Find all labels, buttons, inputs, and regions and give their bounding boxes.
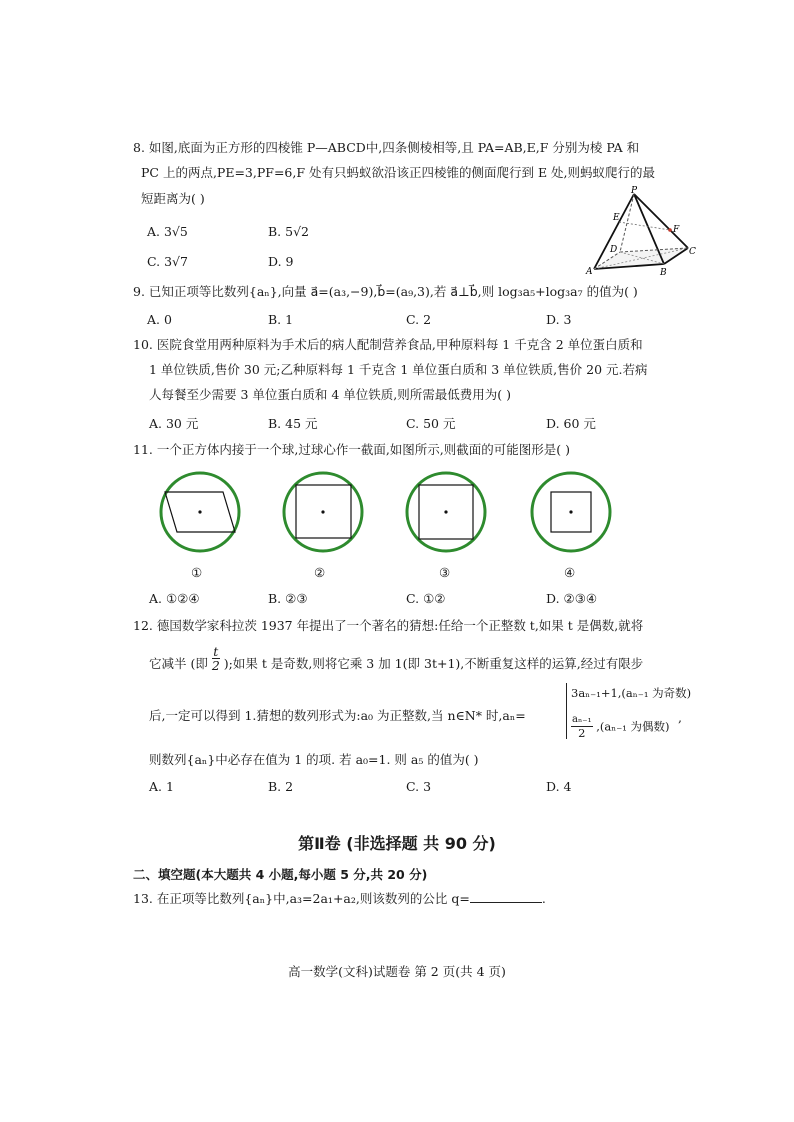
q12-line2-end: );如果 t 是奇数,则将它乘 3 加 1(即 3t+1),不断重复这样的运算,经过有限步 (223, 656, 644, 671)
q9-option-d: D. 3 (546, 312, 572, 327)
q12-case-odd: 3aₙ₋₁+1,(aₙ₋₁ 为奇数) (571, 686, 692, 700)
section2-title: 第Ⅱ卷 (非选择题 共 90 分) (298, 834, 496, 853)
q12-option-b: B. 2 (268, 779, 294, 794)
q10-line3: 人每餐至少需要 3 单位蛋白质和 4 单位铁质,则所需最低费用为( ) (149, 387, 512, 402)
q8-option-d: D. 9 (268, 254, 294, 269)
label-p: P (631, 186, 638, 196)
q11-option-b: B. ②③ (268, 591, 308, 606)
label-c: C (689, 247, 696, 257)
q12-case-even-den: 2 (578, 726, 586, 740)
q9-option-c: C. 2 (406, 312, 432, 327)
q12-case-even (571, 713, 670, 740)
q8-line2: PC 上的两点,PE=3,PF=6,F 处有只蚂蚁欲沿该正四棱锥的侧面爬行到 E 处,则蚂蚁爬行的最 (141, 165, 656, 180)
label-d: D (610, 245, 618, 255)
q8-option-a: A. 3√5 (147, 224, 188, 239)
q12-case-even-num: aₙ₋₁ (572, 714, 592, 725)
q12-option-d: D. 4 (546, 779, 572, 794)
pyramid-figure (582, 186, 697, 278)
label-e: E (613, 213, 620, 223)
q10-line1: 10. 医院食堂用两种原料为手术后的病人配制营养食品,甲种原料每 1 千克含 2 单位蛋白质和 (133, 337, 643, 352)
q12-case-even-tail: ,(aₙ₋₁ 为偶数) (596, 719, 670, 734)
q11-option-c: C. ①② (406, 591, 446, 606)
q8-line1: 8. 如图,底面为正方形的四棱锥 P—ABCD中,四条侧棱相等,且 PA=AB,E,F 分别为棱 PA 和 (133, 140, 640, 155)
q12-line2-start: 它减半 (即 (149, 656, 208, 671)
page-footer: 高一数学(文科)试题卷 第 2 页(共 4 页) (288, 964, 506, 979)
q12-line1: 12. 德国数学家科拉茨 1937 年提出了一个著名的猜想:任给一个正整数 t,如果 t 是偶数,就将 (133, 618, 644, 633)
q12-piecewise-brace (566, 683, 569, 739)
q11-option-a: A. ①②④ (149, 591, 200, 606)
q8-option-b: B. 5√2 (268, 224, 310, 239)
q10-line2: 1 单位铁质,售价 30 元;乙种原料每 1 千克含 1 单位蛋白质和 3 单位铁质,售价 20 元.若病 (149, 362, 648, 377)
q12-option-a: A. 1 (149, 779, 174, 794)
q11-line1: 11. 一个正方体内接于一个球,过球心作一截面,如图所示,则截面的可能图形是( ) (133, 442, 571, 457)
fig4-center (569, 510, 572, 513)
q9-option-b: B. 1 (268, 312, 294, 327)
q8-option-c: C. 3√7 (147, 254, 188, 269)
q12-line2 (149, 645, 643, 675)
q11-fig-label-3: ③ (439, 565, 451, 580)
q12-comma: , (678, 710, 682, 725)
q12-case-even-fraction (571, 713, 593, 740)
q10-option-c: C. 50 元 (406, 416, 456, 431)
q12-line3-start: 后,一定可以得到 1.猜想的数列形式为:a₀ 为正整数,当 n∈N* 时,aₙ= (149, 708, 526, 723)
q12-fraction-t-over-2 (212, 645, 220, 672)
q12-line4: 则数列{aₙ}中必存在值为 1 的项. 若 a₀=1. 则 a₅ 的值为( ) (149, 752, 479, 767)
q12-option-c: C. 3 (406, 779, 432, 794)
point-f-mark (668, 228, 672, 232)
edge-pc (634, 194, 688, 248)
q13-text: 13. 在正项等比数列{aₙ}中,a₃=2a₁+a₂,则该数列的公比 q= (133, 891, 470, 906)
q13-answer-blank (470, 889, 542, 903)
q10-option-d: D. 60 元 (546, 416, 596, 431)
label-f: F (673, 225, 680, 235)
q9-option-a: A. 0 (147, 312, 172, 327)
section2-subtitle: 二、填空题(本大题共 4 小题,每小题 5 分,共 20 分) (133, 867, 428, 882)
q12-frac-num: t (213, 644, 219, 659)
fig2-center (321, 510, 324, 513)
label-b: B (660, 268, 667, 278)
q13-tail: . (541, 891, 546, 906)
label-a: A (586, 267, 593, 277)
q8-line3: 短距离为( ) (141, 191, 205, 206)
q11-fig-label-1: ① (191, 565, 203, 580)
q11-fig-label-2: ② (314, 565, 326, 580)
fig1-center (198, 510, 201, 513)
q11-figures (155, 470, 615, 556)
q13-line (133, 889, 546, 908)
q9-line1: 9. 已知正项等比数列{aₙ},向量 a⃗=(a₃,−9),b⃗=(a₉,3),若 a⃗⊥b⃗,则 log₃a₅+log₃a₇ 的值为( ) (133, 284, 638, 299)
q10-option-a: A. 30 元 (149, 416, 199, 431)
q11-option-d: D. ②③④ (546, 591, 598, 606)
q12-frac-den: 2 (211, 658, 220, 673)
q10-option-b: B. 45 元 (268, 416, 318, 431)
fig3-center (444, 510, 447, 513)
q11-fig-label-4: ④ (564, 565, 576, 580)
